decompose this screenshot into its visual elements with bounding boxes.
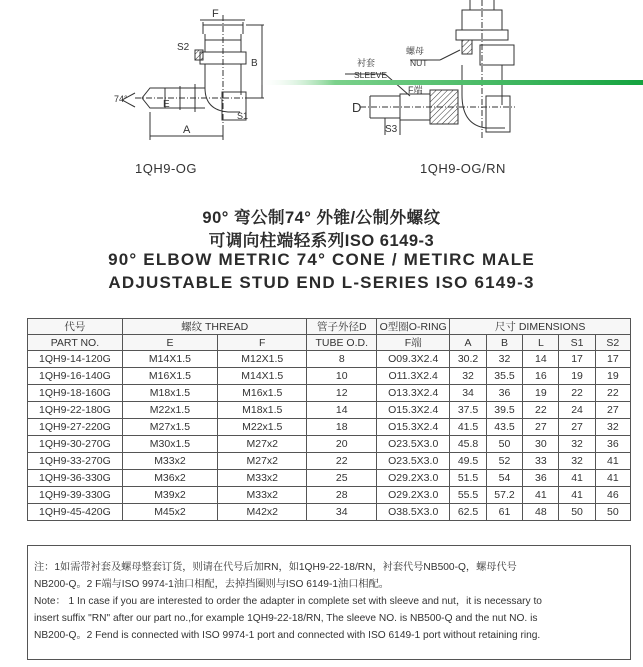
table-cell: 46	[595, 487, 630, 504]
label-angle: 74°	[114, 94, 128, 104]
table-cell: 25	[307, 470, 377, 487]
table-cell: 30.2	[450, 351, 486, 368]
label-nut-en: NUT	[410, 58, 428, 68]
title-en-line1: 90° ELBOW METRIC 74° CONE / METIRC MALE	[108, 250, 535, 269]
table-cell: O23.5X3.0	[377, 436, 450, 453]
table-cell: O15.3X2.4	[377, 419, 450, 436]
label-F-end: F端	[408, 85, 423, 95]
table-cell: 20	[307, 436, 377, 453]
spec-table	[27, 318, 631, 521]
table-cell: 27	[559, 419, 595, 436]
table-cell: M16x1.5	[218, 385, 307, 402]
table-cell: 33	[523, 453, 559, 470]
table-cell: 48	[523, 504, 559, 521]
label-F: F	[212, 8, 219, 20]
table-cell: 18	[307, 419, 377, 436]
notes-box	[27, 545, 631, 660]
hdr-S1: S1	[559, 335, 595, 351]
table-cell: O29.2X3.0	[377, 470, 450, 487]
note-cn-2: NB200-Q。2 F端与ISO 9974-1油口相配，去掉挡圈则与ISO 6149-1油口相配。	[34, 579, 389, 590]
table-cell: 51.5	[450, 470, 486, 487]
part-number-cell: 1QH9-30-270G	[28, 436, 123, 453]
table-cell: M27x2	[218, 436, 307, 453]
table-row	[28, 504, 631, 521]
hdr-B: B	[486, 335, 522, 351]
table-cell: M45x2	[122, 504, 217, 521]
table-cell: 55.5	[450, 487, 486, 504]
table-cell: O38.5X3.0	[377, 504, 450, 521]
table-cell: M33x2	[218, 487, 307, 504]
table-cell: M42x2	[218, 504, 307, 521]
hdr-F: F	[218, 335, 307, 351]
hdr-dimensions: 尺寸 DIMENSIONS	[450, 319, 631, 335]
table-header-row-1	[28, 319, 631, 335]
hdr-oring-f: F端	[377, 335, 450, 351]
table-cell: 27	[523, 419, 559, 436]
table-cell: 52	[486, 453, 522, 470]
table-cell: 32	[450, 368, 486, 385]
table-cell: 14	[307, 402, 377, 419]
note-en-1: Note： 1 In case if you are interested to order the adapter in complete set with sleeve and nut，it is necessary to	[34, 596, 542, 607]
part-number-cell: 1QH9-18-160G	[28, 385, 123, 402]
table-cell: 19	[523, 385, 559, 402]
table-cell: M18x1.5	[122, 385, 217, 402]
hdr-oring: O型圈O-RING	[377, 319, 450, 335]
technical-drawings	[0, 0, 643, 190]
label-D: D	[352, 100, 362, 115]
table-cell: 50	[595, 504, 630, 521]
part-number-cell: 1QH9-39-330G	[28, 487, 123, 504]
table-cell: 24	[559, 402, 595, 419]
table-cell: O15.3X2.4	[377, 402, 450, 419]
table-cell: 22	[559, 385, 595, 402]
table-cell: O29.2X3.0	[377, 487, 450, 504]
part-number-cell: 1QH9-36-330G	[28, 470, 123, 487]
table-cell: 12	[307, 385, 377, 402]
table-cell: 32	[559, 436, 595, 453]
table-cell: 22	[523, 402, 559, 419]
table-cell: M39x2	[122, 487, 217, 504]
table-cell: 57.2	[486, 487, 522, 504]
table-cell: M22x1.5	[122, 402, 217, 419]
hdr-tube-en: TUBE O.D.	[307, 335, 377, 351]
label-nut-cn: 螺母	[406, 46, 425, 56]
part-number-cell: 1QH9-45-420G	[28, 504, 123, 521]
label-S2: S2	[177, 42, 190, 53]
title-cn-line1: 90° 弯公制74° 外锥/公制外螺纹	[202, 209, 441, 227]
table-cell: M30x1.5	[122, 436, 217, 453]
table-row	[28, 368, 631, 385]
caption-left: 1QH9-OG	[135, 161, 198, 176]
title-en-line2: ADJUSTABLE STUD END L-SERIES ISO 6149-3	[108, 273, 535, 292]
table-cell: 41	[595, 453, 630, 470]
label-sleeve-en: SLEEVE	[354, 70, 388, 80]
table-cell: 19	[559, 368, 595, 385]
hdr-E: E	[122, 335, 217, 351]
table-cell: 22	[595, 385, 630, 402]
table-cell: 49.5	[450, 453, 486, 470]
table-row	[28, 351, 631, 368]
table-cell: O23.5X3.0	[377, 453, 450, 470]
table-cell: 41.5	[450, 419, 486, 436]
table-cell: 35.5	[486, 368, 522, 385]
hdr-part-en: PART NO.	[28, 335, 123, 351]
table-cell: O09.3X2.4	[377, 351, 450, 368]
label-S3: S3	[385, 124, 398, 135]
table-cell: 37.5	[450, 402, 486, 419]
table-row	[28, 487, 631, 504]
table-cell: 30	[523, 436, 559, 453]
table-cell: M16X1.5	[122, 368, 217, 385]
table-cell: 39.5	[486, 402, 522, 419]
table-cell: 17	[559, 351, 595, 368]
table-cell: M12X1.5	[218, 351, 307, 368]
table-cell: M33x2	[218, 470, 307, 487]
table-cell: 27	[595, 402, 630, 419]
table-cell: 32	[486, 351, 522, 368]
table-row	[28, 470, 631, 487]
table-cell: 41	[595, 470, 630, 487]
green-highlight-bar	[258, 80, 643, 85]
table-cell: 19	[595, 368, 630, 385]
table-cell: 54	[486, 470, 522, 487]
table-cell: 36	[523, 470, 559, 487]
table-cell: 41	[523, 487, 559, 504]
hdr-part-cn: 代号	[28, 319, 123, 335]
label-A: A	[183, 124, 191, 136]
table-cell: 14	[523, 351, 559, 368]
hdr-L: L	[523, 335, 559, 351]
table-cell: M27x1.5	[122, 419, 217, 436]
table-cell: 36	[486, 385, 522, 402]
table-row	[28, 436, 631, 453]
table-cell: 61	[486, 504, 522, 521]
table-cell: 32	[559, 453, 595, 470]
label-B: B	[251, 58, 258, 69]
table-cell: 62.5	[450, 504, 486, 521]
table-cell: M18x1.5	[218, 402, 307, 419]
hdr-A: A	[450, 335, 486, 351]
table-row	[28, 419, 631, 436]
table-cell: 34	[450, 385, 486, 402]
table-cell: 8	[307, 351, 377, 368]
part-number-cell: 1QH9-16-140G	[28, 368, 123, 385]
table-cell: 45.8	[450, 436, 486, 453]
table-cell: 36	[595, 436, 630, 453]
note-cn-1: 注：1如需带衬套及螺母整套订货，则请在代号后加RN，如1QH9-22-18/RN，衬套代号NB500-Q，螺母代号	[34, 562, 517, 573]
title-cn-line2: 可调向柱端轻系列ISO 6149-3	[208, 232, 435, 250]
part-number-cell: 1QH9-22-180G	[28, 402, 123, 419]
table-row	[28, 402, 631, 419]
table-cell: 32	[595, 419, 630, 436]
table-cell: 28	[307, 487, 377, 504]
label-E: E	[163, 99, 170, 110]
table-header-row-2	[28, 335, 631, 351]
table-cell: O13.3X2.4	[377, 385, 450, 402]
table-cell: O11.3X2.4	[377, 368, 450, 385]
table-cell: 43.5	[486, 419, 522, 436]
table-cell: M22x1.5	[218, 419, 307, 436]
table-cell: M14X1.5	[218, 368, 307, 385]
table-row	[28, 385, 631, 402]
table-cell: M27x2	[218, 453, 307, 470]
table-cell: M33x2	[122, 453, 217, 470]
table-row	[28, 453, 631, 470]
table-cell: 16	[523, 368, 559, 385]
caption-right: 1QH9-OG/RN	[420, 161, 506, 176]
label-S1: S1	[237, 111, 249, 121]
part-number-cell: 1QH9-27-220G	[28, 419, 123, 436]
note-en-3: NB200-Q。2 Fend is connected with ISO 9974-1 port and connected with ISO 6149-1 port without retaining ring.	[34, 630, 541, 641]
label-sleeve-cn: 衬套	[357, 58, 376, 68]
hdr-tube-cn: 管子外径D	[307, 319, 377, 335]
table-cell: 50	[486, 436, 522, 453]
table-cell: 34	[307, 504, 377, 521]
table-cell: 17	[595, 351, 630, 368]
note-en-2: insert suffix "RN" after our part no.,for example 1QH9-22-18/RN, The sleeve NO. is NB500-Q and the nut NO. is	[34, 613, 538, 624]
table-cell: 50	[559, 504, 595, 521]
hdr-S2: S2	[595, 335, 630, 351]
table-cell: 22	[307, 453, 377, 470]
table-cell: M36x2	[122, 470, 217, 487]
table-cell: 41	[559, 470, 595, 487]
table-cell: 10	[307, 368, 377, 385]
table-cell: M14X1.5	[122, 351, 217, 368]
table-cell: 41	[559, 487, 595, 504]
hdr-thread: 螺纹 THREAD	[122, 319, 307, 335]
elbow-drawing-left	[122, 15, 264, 140]
part-number-cell: 1QH9-14-120G	[28, 351, 123, 368]
part-number-cell: 1QH9-33-270G	[28, 453, 123, 470]
